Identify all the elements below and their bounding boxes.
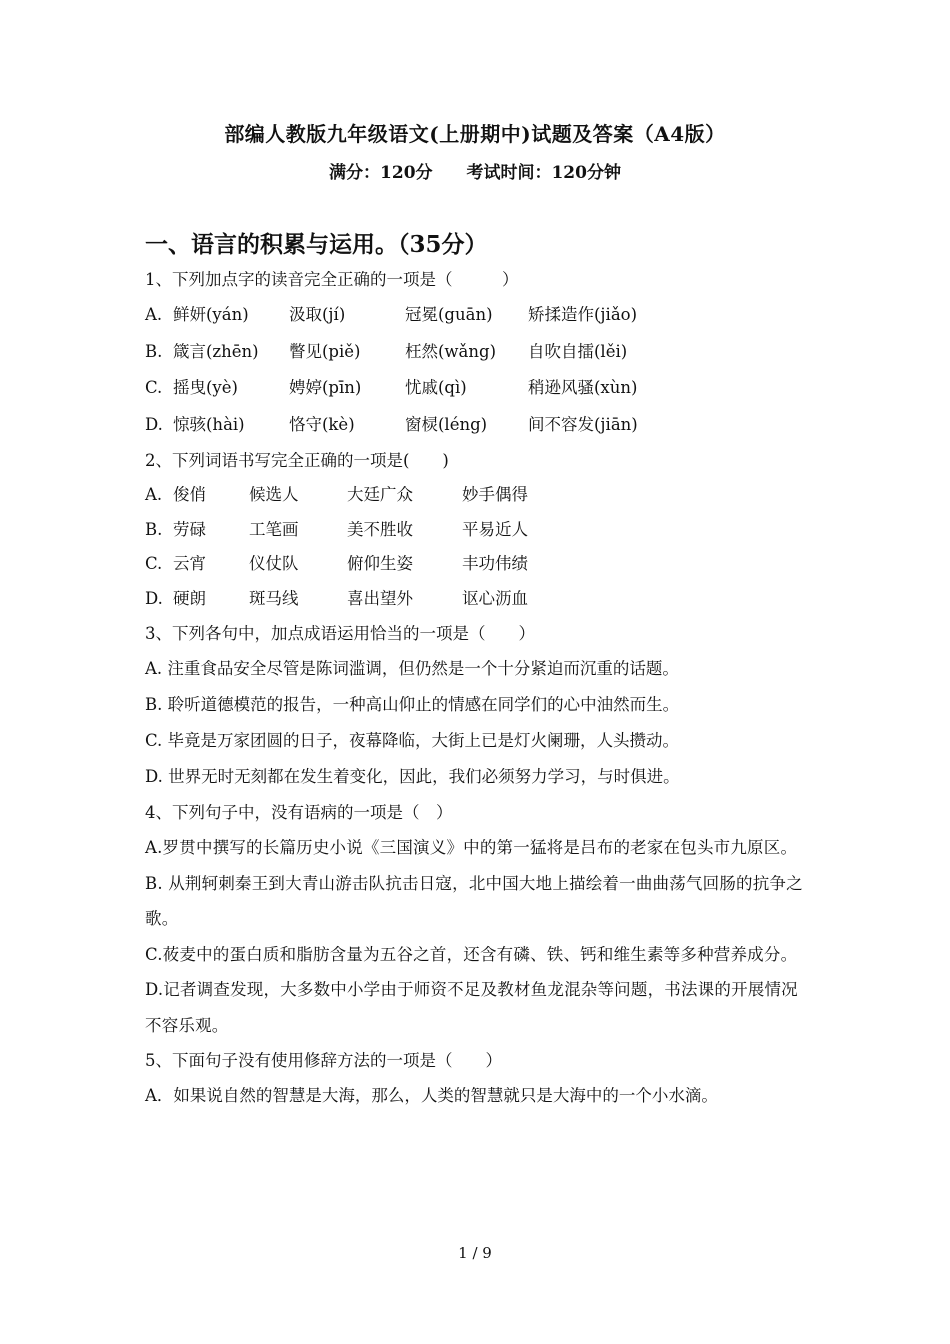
option-label: B.: [145, 341, 163, 361]
option-item: 鲜妍(yán): [173, 305, 249, 324]
question-5-stem: 5、下面句子没有使用修辞方法的一项是（ ）: [145, 1051, 502, 1070]
option-item: 间不容发(jiān): [528, 414, 638, 434]
option-item: 妙手偶得: [462, 485, 528, 504]
page-number: 1 / 9: [458, 1244, 492, 1262]
option-label: D.: [145, 588, 163, 608]
q4-option-b: B. 从荆轲刺秦王到大青山游击队抗击日寇，北中国大地上描绘着一曲曲荡气回肠的抗争之歌。: [145, 873, 803, 928]
option-label: B.: [145, 519, 163, 539]
question-2-stem: 2、下列词语书写完全正确的一项是( ): [145, 451, 449, 470]
option-item: 矫揉造作(jiǎo): [528, 305, 638, 324]
page-title: 部编人教版九年级语文(上册期中)试题及答案（A4版）: [224, 122, 726, 146]
exam-info: [0, 158, 950, 183]
q3-option-a: A. 注重食品安全尽管是陈词滥调，但仍然是一个十分紧迫而沉重的话题。: [145, 659, 679, 678]
option-item: 劳碌: [173, 519, 206, 539]
q1-option-b: [145, 334, 810, 371]
q2-option-a: [145, 478, 810, 513]
option-item: 娉婷(pīn): [289, 378, 362, 397]
exam-time: 考试时间：120分钟: [466, 163, 621, 183]
question-4-stem: 4、下列句子中，没有语病的一项是（ ）: [145, 803, 453, 822]
option-item: 平易近人: [462, 519, 528, 539]
question-1-stem: 1、下列加点字的读音完全正确的一项是（ ）: [145, 270, 519, 289]
q4-option-d: D.记者调查发现，大多数中小学由于师资不足及教材鱼龙混杂等问题，书法课的开展情况不容乐观。: [145, 980, 798, 1035]
option-item: 忧戚(qì): [405, 378, 467, 397]
option-item: 枉然(wǎng): [405, 341, 497, 361]
q4-option-c: C.莜麦中的蛋白质和脂肪含量为五谷之首，还含有磷、铁、钙和维生素等多种营养成分。: [145, 944, 798, 964]
option-item: 箴言(zhēn): [173, 341, 259, 361]
q5-option-a: A．如果说自然的智慧是大海，那么，人类的智慧就只是大海中的一个小水滴。: [145, 1086, 718, 1105]
q1-option-d: [145, 407, 810, 444]
option-item: 瞥见(piě): [289, 341, 361, 361]
option-item: 稍逊风骚(xùn): [528, 378, 638, 397]
question-3-stem: 3、下列各句中，加点成语运用恰当的一项是（ ）: [145, 624, 535, 643]
q2-option-b: [145, 513, 810, 548]
questions: [145, 262, 810, 1114]
option-item: 仪仗队: [249, 554, 299, 573]
option-item: 工笔画: [249, 519, 299, 539]
option-label: A.: [145, 485, 163, 504]
option-item: 云宵: [173, 554, 206, 573]
option-label: D.: [145, 414, 163, 434]
option-item: 摇曳(yè): [173, 378, 238, 397]
option-item: 窗棂(léng): [405, 414, 488, 434]
option-item: 俊俏: [173, 485, 206, 504]
option-item: 自吹自擂(lěi): [528, 341, 628, 361]
option-item: 讴心沥血: [462, 588, 528, 608]
option-item: 恪守(kè): [289, 414, 355, 434]
option-item: 大廷广众: [347, 485, 413, 504]
q1-option-a: [145, 297, 810, 334]
option-label: A.: [145, 305, 163, 324]
q3-option-b: B. 聆听道德模范的报告，一种高山仰止的情感在同学们的心中油然而生。: [145, 695, 680, 714]
q3-option-c: C. 毕竟是万家团圆的日子，夜幕降临，大街上已是灯火阑珊，人头攒动。: [145, 731, 680, 750]
option-item: 候选人: [249, 485, 299, 504]
section-heading: 一、语言的积累与运用。（35分）: [145, 231, 488, 258]
option-item: 汲取(jí): [289, 305, 346, 324]
option-item: 美不胜收: [347, 519, 413, 539]
full-score: 满分：120分: [329, 163, 433, 183]
option-label: C.: [145, 554, 163, 573]
option-item: 丰功伟绩: [462, 554, 528, 573]
option-item: 喜出望外: [347, 588, 413, 608]
option-item: 俯仰生姿: [347, 554, 413, 573]
option-item: 冠冕(guān): [405, 305, 493, 324]
q4-option-a: A.罗贯中撰写的长篇历史小说《三国演义》中的第一猛将是吕布的老家在包头市九原区。: [145, 838, 798, 857]
option-item: 惊骇(hài): [173, 414, 245, 434]
q2-option-d: [145, 582, 810, 617]
option-item: 硬朗: [173, 588, 206, 608]
option-item: 斑马线: [249, 588, 299, 608]
q2-option-c: [145, 547, 810, 582]
option-label: C.: [145, 378, 163, 397]
q1-option-c: [145, 370, 810, 407]
q3-option-d: D. 世界无时无刻都在发生着变化，因此，我们必须努力学习，与时俱进。: [145, 767, 680, 786]
